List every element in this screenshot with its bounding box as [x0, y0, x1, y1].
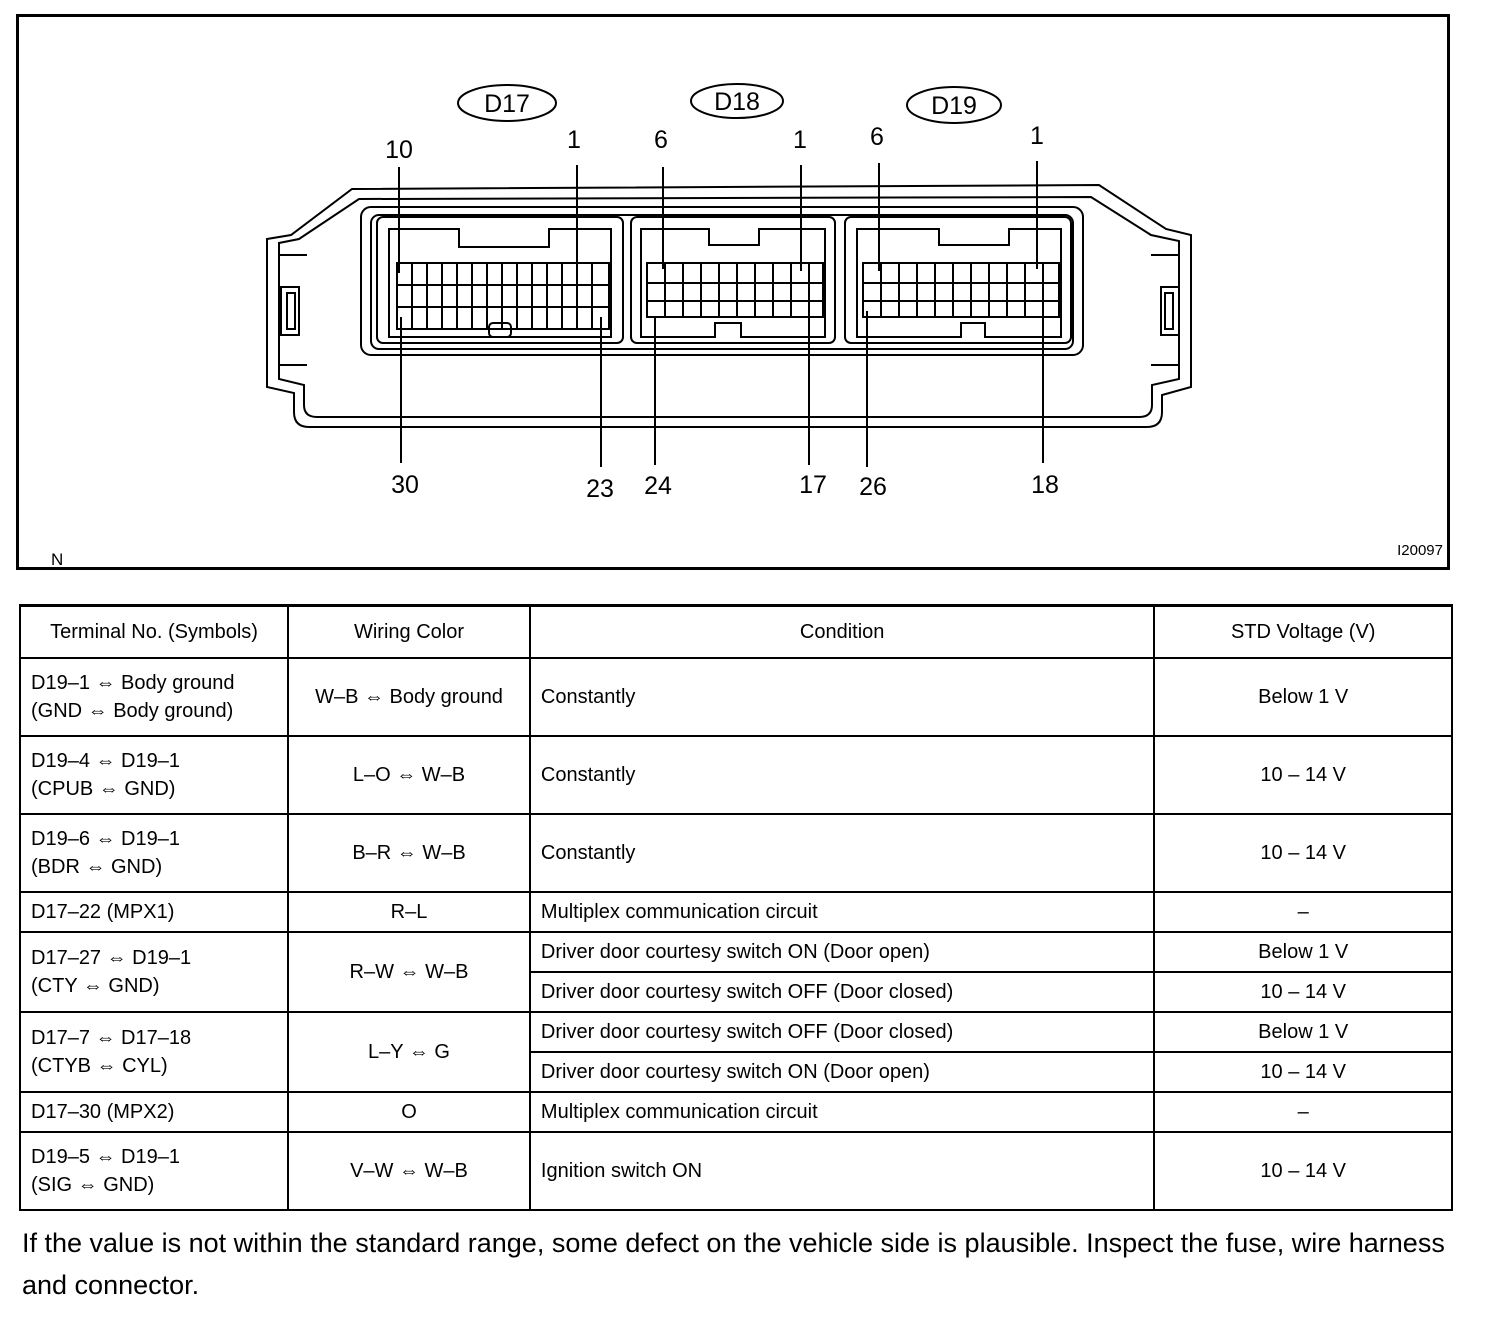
table-row [20, 736, 1452, 814]
header-condition: Condition [530, 606, 1155, 659]
wiring-color-cell: R–W ⇔ W–B [288, 932, 530, 1012]
pin-label-d17-10: 10 [385, 136, 413, 164]
condition-cell: Multiplex communication circuit [530, 1092, 1155, 1132]
terminal-cell [20, 736, 288, 814]
pin-label-d18-1: 1 [793, 126, 807, 154]
pin-label-d19-26: 26 [859, 473, 887, 501]
terminal-line: D19–6 ⇔ D19–1 [31, 828, 180, 850]
terminal-line: D17–7 ⇔ D17–18 [31, 1027, 192, 1049]
voltage-cell: – [1154, 1092, 1452, 1132]
table-row [20, 1132, 1452, 1210]
connector-diagram [16, 14, 1450, 570]
wiring-color-cell: L–Y ⇔ G [288, 1012, 530, 1092]
terminal-symbol-line: (CTY ⇔ GND) [31, 975, 160, 997]
condition-cell: Multiplex communication circuit [530, 892, 1155, 932]
terminal-symbol-line: (CPUB ⇔ GND) [31, 778, 176, 800]
terminal-symbol-line: (CTYB ⇔ CYL) [31, 1055, 168, 1077]
terminal-line: D19–4 ⇔ D19–1 [31, 750, 180, 772]
terminal-cell [20, 658, 288, 736]
pin-label-d17-23: 23 [586, 475, 614, 503]
condition-cell: Constantly [530, 814, 1155, 892]
table-row [20, 932, 1452, 972]
pin-label-d18-6: 6 [654, 126, 668, 154]
figure-id: I20097 [1397, 542, 1443, 559]
terminal-symbol-line: (BDR ⇔ GND) [31, 856, 163, 878]
wiring-color-cell: O [288, 1092, 530, 1132]
voltage-cell: 10 – 14 V [1154, 1052, 1452, 1092]
voltage-cell: Below 1 V [1154, 1012, 1452, 1052]
voltage-cell: 10 – 14 V [1154, 736, 1452, 814]
condition-cell: Driver door courtesy switch OFF (Door closed) [530, 1012, 1155, 1052]
condition-cell: Driver door courtesy switch ON (Door open) [530, 1052, 1155, 1092]
connector-drawing [19, 17, 1453, 573]
wiring-color-cell: B–R ⇔ W–B [288, 814, 530, 892]
connector-id-d19-label: D19 [931, 92, 977, 120]
voltage-cell: 10 – 14 V [1154, 972, 1452, 1012]
pin-label-d19-6: 6 [870, 123, 884, 151]
wiring-color-cell: R–L [288, 892, 530, 932]
terminal-line: D17–27 ⇔ D19–1 [31, 947, 192, 969]
pin-label-d19-1: 1 [1030, 122, 1044, 150]
terminal-spec-table [19, 604, 1453, 1211]
table-row [20, 1012, 1452, 1052]
condition-cell: Driver door courtesy switch ON (Door open) [530, 932, 1155, 972]
wiring-color-cell: W–B ⇔ Body ground [288, 658, 530, 736]
terminal-line: D19–5 ⇔ D19–1 [31, 1146, 180, 1168]
diagram-corner-label: N [51, 550, 64, 569]
connector-id-d18 [691, 84, 783, 118]
connector-block-d17 [377, 217, 623, 343]
voltage-cell: 10 – 14 V [1154, 1132, 1452, 1210]
voltage-cell: Below 1 V [1154, 932, 1452, 972]
voltage-cell: Below 1 V [1154, 658, 1452, 736]
terminal-cell: D17–22 (MPX1) [20, 892, 288, 932]
connector-id-d17-label: D17 [484, 90, 530, 118]
condition-cell: Constantly [530, 736, 1155, 814]
terminal-cell [20, 1132, 288, 1210]
footer-note: If the value is not within the standard range, some defect on the vehicle side is plausible. Inspect the fuse, wire harness and connector. [22, 1228, 1445, 1300]
terminal-symbol-line: (SIG ⇔ GND) [31, 1174, 155, 1196]
connector-id-d17 [458, 85, 556, 121]
condition-cell: Constantly [530, 658, 1155, 736]
table-row [20, 814, 1452, 892]
terminal-cell [20, 814, 288, 892]
pin-label-d18-24: 24 [644, 472, 672, 500]
terminal-cell [20, 932, 288, 1012]
voltage-cell: – [1154, 892, 1452, 932]
pin-label-d18-17: 17 [799, 471, 827, 499]
pin-label-d17-30: 30 [391, 471, 419, 499]
header-std-voltage: STD Voltage (V) [1154, 606, 1452, 659]
pin-label-d19-18: 18 [1031, 471, 1059, 499]
table-row [20, 892, 1452, 932]
connector-id-d19 [907, 87, 1001, 123]
wiring-color-cell: V–W ⇔ W–B [288, 1132, 530, 1210]
connector-block-d18 [631, 217, 835, 343]
wiring-color-cell: L–O ⇔ W–B [288, 736, 530, 814]
table-row [20, 658, 1452, 736]
table-header-row [20, 606, 1452, 659]
terminal-line: D19–1 ⇔ Body ground [31, 672, 235, 694]
condition-cell: Driver door courtesy switch OFF (Door closed) [530, 972, 1155, 1012]
terminal-cell: D17–30 (MPX2) [20, 1092, 288, 1132]
terminal-symbol-line: (GND ⇔ Body ground) [31, 700, 234, 722]
connector-id-d18-label: D18 [714, 88, 760, 116]
pin-label-d17-1: 1 [567, 126, 581, 154]
voltage-cell: 10 – 14 V [1154, 814, 1452, 892]
condition-cell: Ignition switch ON [530, 1132, 1155, 1210]
table-row [20, 1092, 1452, 1132]
header-wiring-color: Wiring Color [288, 606, 530, 659]
terminal-cell [20, 1012, 288, 1092]
header-terminal: Terminal No. (Symbols) [20, 606, 288, 659]
